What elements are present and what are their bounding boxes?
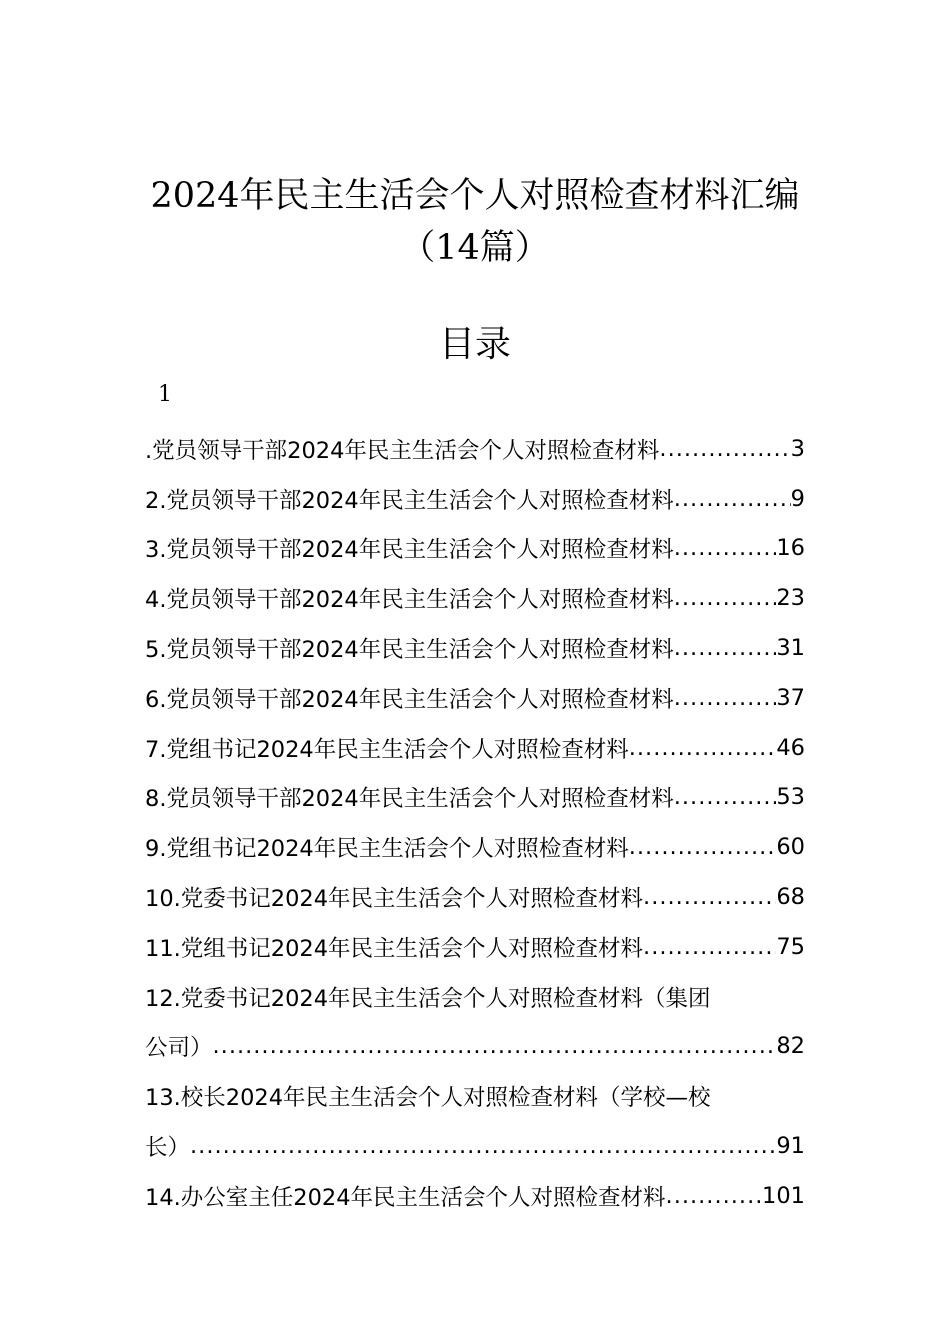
toc-dot-leader [674, 535, 777, 561]
toc-entry-page: 46 [776, 734, 805, 761]
toc-entry-title: 3.党员领导干部2024年民主生活会个人对照检查材料 [145, 537, 674, 564]
toc-entry[interactable] [145, 424, 805, 474]
toc-entry-title: 12.党委书记2024年民主生活会个人对照检查材料（集团 [145, 985, 711, 1012]
toc-entry[interactable] [145, 1071, 805, 1121]
toc-dot-leader [213, 1033, 777, 1059]
toc-entry-title: 10.党委书记2024年民主生活会个人对照检查材料 [145, 886, 644, 913]
toc-entry[interactable] [145, 474, 805, 524]
toc-dot-leader [190, 1133, 776, 1159]
toc-entry-page: 60 [776, 834, 805, 861]
toc-entry-title: 9.党组书记2024年民主生活会个人对照检查材料 [145, 836, 629, 863]
toc-entry-page: 23 [776, 585, 805, 612]
toc-entry[interactable] [145, 673, 805, 723]
table-of-contents [145, 424, 805, 1221]
toc-entry-title: 6.党员领导干部2024年民主生活会个人对照检查材料 [145, 686, 674, 713]
toc-entry-page: 3 [790, 435, 805, 462]
stray-number: 1 [158, 382, 172, 407]
toc-dot-leader [666, 1183, 763, 1209]
toc-dot-leader [643, 884, 776, 910]
toc-entry-page: 16 [776, 535, 805, 562]
toc-heading: 目录 [438, 324, 511, 365]
toc-dot-leader [674, 486, 791, 512]
toc-entry[interactable] [145, 872, 805, 922]
document-title-line-1: 2024年民主生活会个人对照检查材料汇编 [150, 176, 800, 216]
toc-dot-leader [674, 784, 777, 810]
toc-entry-page: 68 [776, 884, 805, 911]
toc-dot-leader [674, 585, 777, 611]
toc-entry-title: 13.校长2024年民主生活会个人对照检查材料（学校—校 [145, 1085, 711, 1112]
toc-entry-page: 31 [776, 635, 805, 662]
toc-entry[interactable] [145, 623, 805, 673]
toc-entry[interactable] [145, 723, 805, 773]
toc-entry[interactable] [145, 972, 805, 1022]
toc-entry-title: 11.党组书记2024年民主生活会个人对照检查材料 [145, 935, 644, 962]
toc-entry-continuation[interactable] [145, 1121, 805, 1171]
toc-dot-leader [674, 685, 777, 711]
toc-entry[interactable] [145, 573, 805, 623]
document-title-line-2: （14篇） [400, 228, 550, 268]
toc-entry-title: 2.党员领导干部2024年民主生活会个人对照检查材料 [145, 487, 674, 514]
toc-entry[interactable] [145, 822, 805, 872]
toc-entry-page: 101 [762, 1182, 805, 1209]
toc-entry-title: .党员领导干部2024年民主生活会个人对照检查材料 [145, 437, 660, 464]
toc-entry-page: 91 [776, 1133, 805, 1160]
toc-entry-continuation[interactable] [145, 1022, 805, 1072]
toc-dot-leader [643, 934, 776, 960]
toc-entry-page: 37 [776, 684, 805, 711]
toc-dot-leader [659, 436, 790, 462]
toc-entry[interactable] [145, 524, 805, 574]
toc-dot-leader [629, 834, 777, 860]
toc-entry-title-continued: 公司） [145, 1035, 213, 1062]
toc-entry-title: 7.党组书记2024年民主生活会个人对照检查材料 [145, 736, 629, 763]
toc-entry-title: 8.党员领导干部2024年民主生活会个人对照检查材料 [145, 786, 674, 813]
toc-entry-page: 9 [790, 485, 805, 512]
toc-entry-title: 5.党员领导干部2024年民主生活会个人对照检查材料 [145, 637, 674, 664]
toc-entry-page: 82 [776, 1033, 805, 1060]
toc-entry-page: 75 [776, 933, 805, 960]
toc-dot-leader [674, 635, 777, 661]
toc-entry[interactable] [145, 922, 805, 972]
toc-entry-title: 14.办公室主任2024年民主生活会个人对照检查材料 [145, 1184, 666, 1211]
toc-entry-title-continued: 长） [145, 1135, 191, 1162]
toc-entry-title: 4.党员领导干部2024年民主生活会个人对照检查材料 [145, 587, 674, 614]
toc-entry[interactable] [145, 773, 805, 823]
toc-dot-leader [629, 735, 777, 761]
toc-entry-page: 53 [776, 784, 805, 811]
toc-entry[interactable] [145, 1171, 805, 1221]
